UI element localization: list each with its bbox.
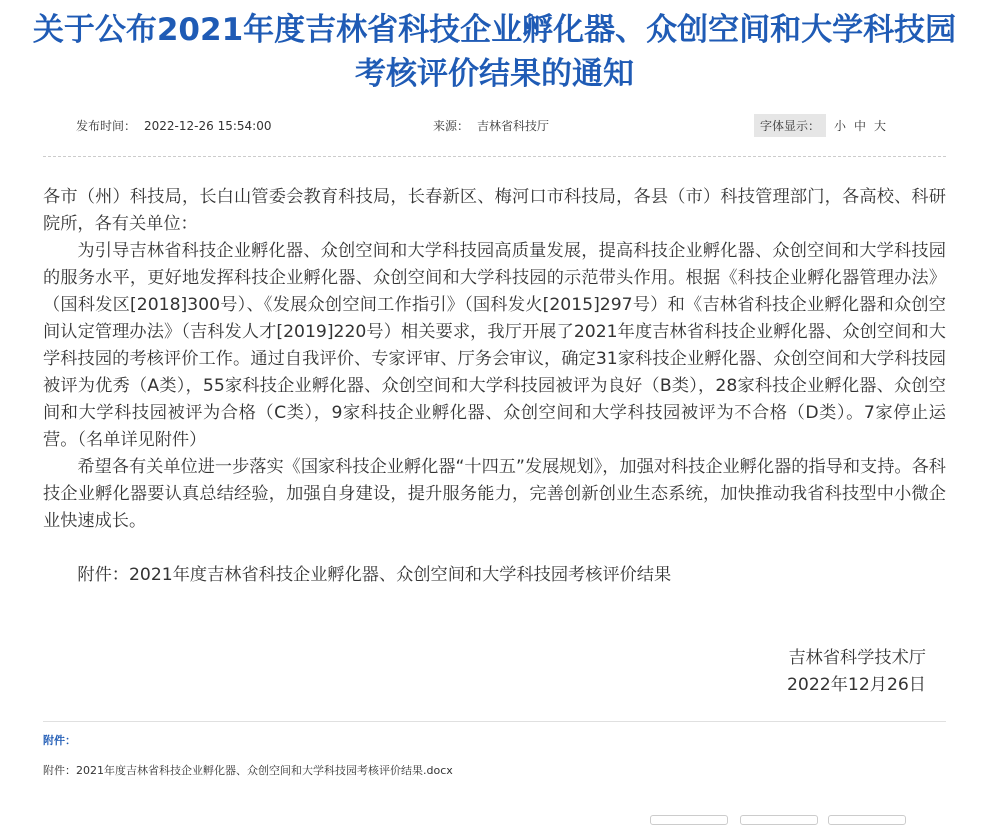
bottom-toolbar [0, 815, 989, 819]
bottom-button-2[interactable] [740, 815, 818, 825]
font-size-large-button[interactable]: 大 [874, 119, 887, 133]
source-value: 吉林省科技厅 [477, 119, 550, 133]
font-size-medium-button[interactable]: 中 [854, 119, 867, 133]
publish-time-value: 2022-12-26 15:54:00 [144, 119, 272, 133]
source-label: 来源： [433, 119, 470, 133]
signature-date: 2022年12月26日 [786, 675, 926, 695]
article-body [43, 184, 946, 589]
publish-time [76, 117, 271, 134]
article-title-line-2: 考核评价结果的通知 [355, 56, 634, 92]
font-size-small-button[interactable]: 小 [834, 119, 847, 133]
publish-time-label: 发布时间： [76, 119, 137, 133]
attachment-note: 附件：2021年度吉林省科技企业孵化器、众创空间和大学科技园考核评价结果 [77, 565, 672, 585]
article-title [0, 8, 989, 96]
font-size-label: 字体显示： [754, 114, 826, 137]
attachments-heading: 附件： [43, 734, 76, 747]
bottom-button-1[interactable] [650, 815, 728, 825]
article-source [433, 117, 549, 134]
bottom-button-3[interactable] [828, 815, 906, 825]
salutation: 各市（州）科技局，长白山管委会教育科技局，长春新区、梅河口市科技局，各县（市）科技管理部门，各高校、科研院所，各有关单位： [43, 187, 946, 234]
header-divider [43, 156, 946, 157]
article-title-line-1: 关于公布2021年度吉林省科技企业孵化器、众创空间和大学科技园 [32, 12, 957, 48]
body-paragraph-1: 为引导吉林省科技企业孵化器、众创空间和大学科技园高质量发展，提高科技企业孵化器、众创空间和大学科技园的服务水平，更好地发挥科技企业孵化器、众创空间和大学科技园的示范带头作用。根据《科技企业孵化器管理办法》（国科发区[2018]300号）、《发展众创空间工作指引》（国科发火[2015]297号）和《吉林省科技企业孵化器和众创空间认定管理办法》（吉科发人才[2019]220号）相关要求，我厅开展了2021年度吉林省科技企业孵化器、众创空间和大学科技园的考核评价工作。通过自我评价、专家评审、厅务会审议，确定31家科技企业孵化器、众创空间和大学科技园被评为优秀（A类），55家科技企业孵化器、众创空间和大学科技园被评为良好（B类），28家科技企业孵化器、众创空间和大学科技园被评为合格（C类），9家科技企业孵化器、众创空间和大学科技园被评为不合格（D类）。7家停止运营。（名单详见附件） [43, 241, 946, 450]
signature-organization: 吉林省科学技术厅 [788, 648, 926, 668]
attachment-file-link[interactable]: 附件：2021年度吉林省科技企业孵化器、众创空间和大学科技园考核评价结果.docx [43, 764, 453, 777]
article-meta-bar [0, 112, 989, 138]
font-size-switcher [754, 114, 886, 137]
body-paragraph-2: 希望各有关单位进一步落实《国家科技企业孵化器“十四五”发展规划》，加强对科技企业孵化器的指导和支持。各科技企业孵化器要认真总结经验，加强自身建设，提升服务能力，完善创新创业生态系统，加快推动我省科技型中小微企业快速成长。 [43, 457, 946, 531]
attachment-divider [43, 721, 946, 722]
